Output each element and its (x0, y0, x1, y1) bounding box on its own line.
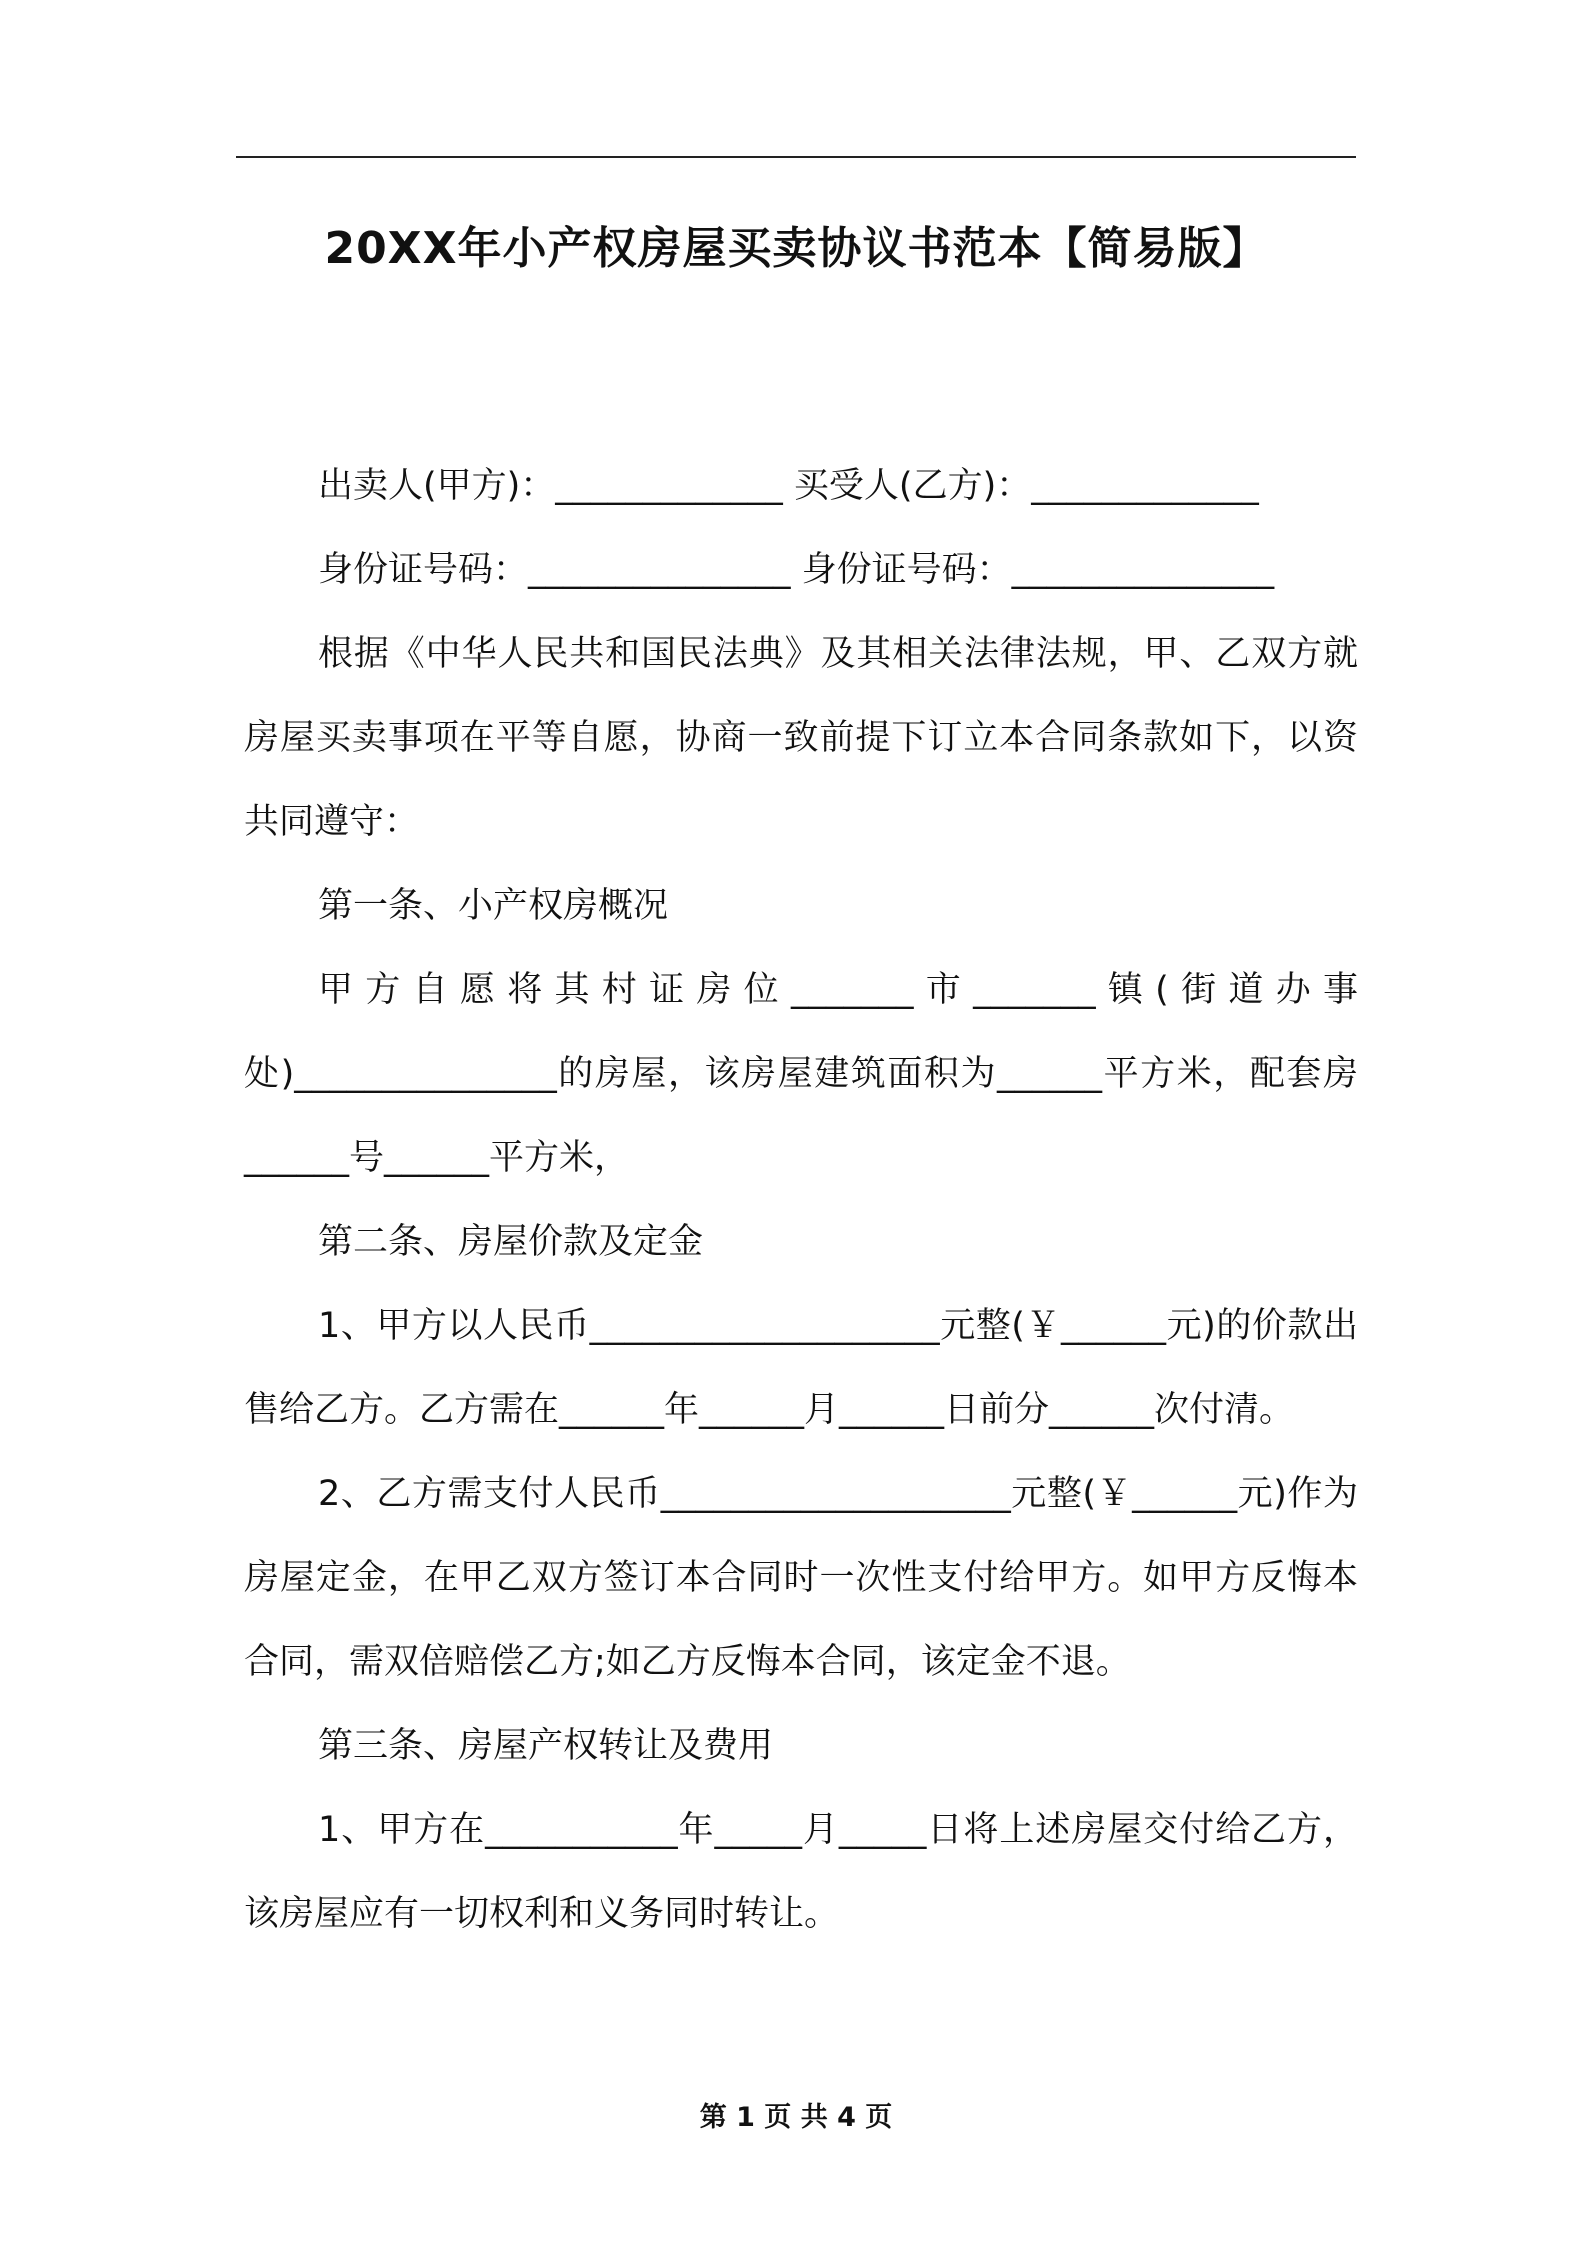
header-rule (236, 156, 1356, 158)
article-1-body: 甲方自愿将其村证房位_______市_______镇(街道办事处)_______________的房屋，该房屋建筑面积为______平方米，配套房______号______平方米， (244, 970, 1358, 1178)
document-body (244, 444, 1358, 1956)
id-number-line: 身份证号码：_______________ 身份证号码：_______________ (318, 550, 1275, 590)
article-2-heading: 第二条、房屋价款及定金 (318, 1222, 704, 1262)
article-1-heading: 第一条、小产权房概况 (318, 886, 669, 926)
article-3-item-1: 1、甲方在___________年_____月_____日将上述房屋交付给乙方，该房屋应有一切权利和义务同时转让。 (244, 1810, 1358, 1934)
article-2-item-2: 2、乙方需支付人民币____________________元整(￥______元)作为房屋定金，在甲乙双方签订本合同时一次性支付给甲方。如甲方反悔本合同，需双倍赔偿乙方;如乙方反悔本合同，该定金不退。 (244, 1474, 1358, 1682)
intro-paragraph: 根据《中华人民共和国民法典》及其相关法律法规，甲、乙双方就房屋买卖事项在平等自愿，协商一致前提下订立本合同条款如下，以资共同遵守： (244, 634, 1358, 842)
page-footer: 第 1 页 共 4 页 (699, 2102, 893, 2133)
article-2-item-1: 1、甲方以人民币____________________元整(￥______元)的价款出售给乙方。乙方需在______年______月______日前分______次付清。 (244, 1306, 1358, 1430)
article-3-heading: 第三条、房屋产权转让及费用 (318, 1726, 774, 1766)
document-title: 20XX年小产权房屋买卖协议书范本【简易版】 (324, 223, 1268, 274)
parties-line: 出卖人(甲方)：_____________ 买受人(乙方)：_____________ (318, 466, 1259, 506)
